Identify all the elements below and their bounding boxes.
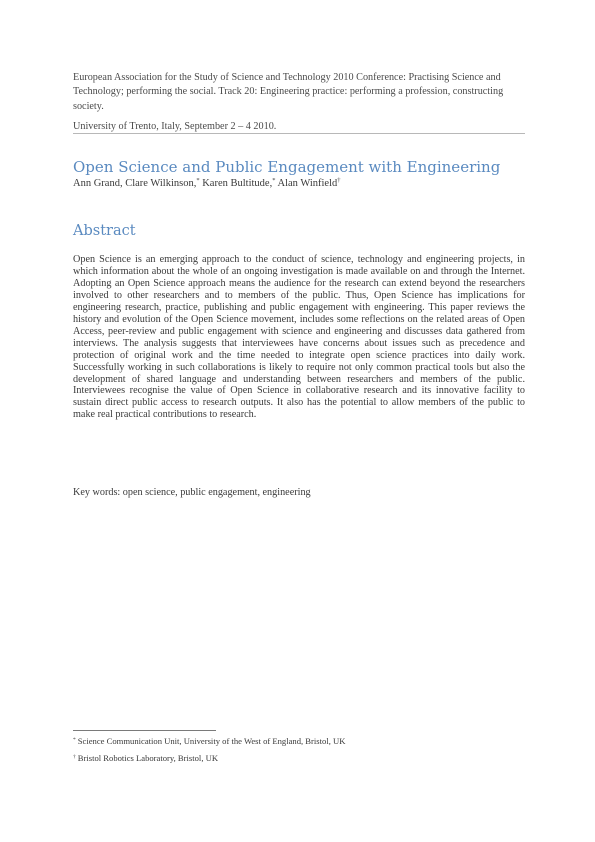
footnote-mark: † (73, 754, 76, 760)
author-name: Karen Bultitude, (202, 178, 273, 189)
author-affiliation-mark: * (272, 177, 276, 184)
footnote (73, 736, 525, 747)
footnote-text: Bristol Robotics Laboratory, Bristol, UK (77, 753, 219, 763)
footnote-divider (73, 730, 216, 731)
author-name: Clare Wilkinson, (125, 178, 197, 189)
author-affiliation-mark: * (196, 177, 200, 184)
footnote-mark: * (73, 737, 76, 743)
footnote-text: Science Communication Unit, University of the West of England, Bristol, UK (77, 736, 346, 746)
author-name: Alan Winfield (277, 178, 338, 189)
author-affiliation-mark: † (337, 177, 341, 184)
author-name: Ann Grand, (73, 178, 123, 189)
abstract-heading: Abstract (73, 223, 136, 239)
paper-title: Open Science and Public Engagement with Engineering (73, 158, 501, 176)
footnote (73, 753, 525, 764)
conference-header (73, 71, 525, 135)
conference-location: University of Trento, Italy, September 2 – 4 2010. (73, 121, 277, 133)
keywords: Key words: open science, public engagement, engineering (73, 487, 311, 498)
conference-info: European Association for the Study of Science and Technology 2010 Conference: Practising Science and Technology; performing the social. Track 20: Engineering practice: performing a profession, constructing society. (73, 72, 504, 112)
author-list (73, 177, 525, 190)
abstract-text: Open Science is an emerging approach to the conduct of science, technology and engineering projects, in which information about the whole of an ongoing investigation is made available on and through the Internet. Adopting an Open Science approach means the audience for the research can extend beyond the researchers involved to other researchers and to members of the public. Thus, Open Science has implications for engineering research, practice, publishing and public engagement with engineering. This paper reviews the history and evolution of the Open Science movement, includes some reflections on the related areas of Open Access, peer-review and public engagement with science and engineering and discusses data gathered from interviews. The analysis suggests that interviewees have concerns about issues such as precedence and protection of original work and the time needed to integrate open science practices into daily work. Successfully working in such collaborations is likely to require not only common practical tools but also the development of shared language and understanding between researchers and members of the public. Interviewees recognise the value of Open Science in collaborative research and its innovative facility to sustain direct public access to research outputs. It also has the potential to allow members of the public to make real practical contributions to research. (73, 254, 525, 421)
header-divider (73, 133, 525, 134)
